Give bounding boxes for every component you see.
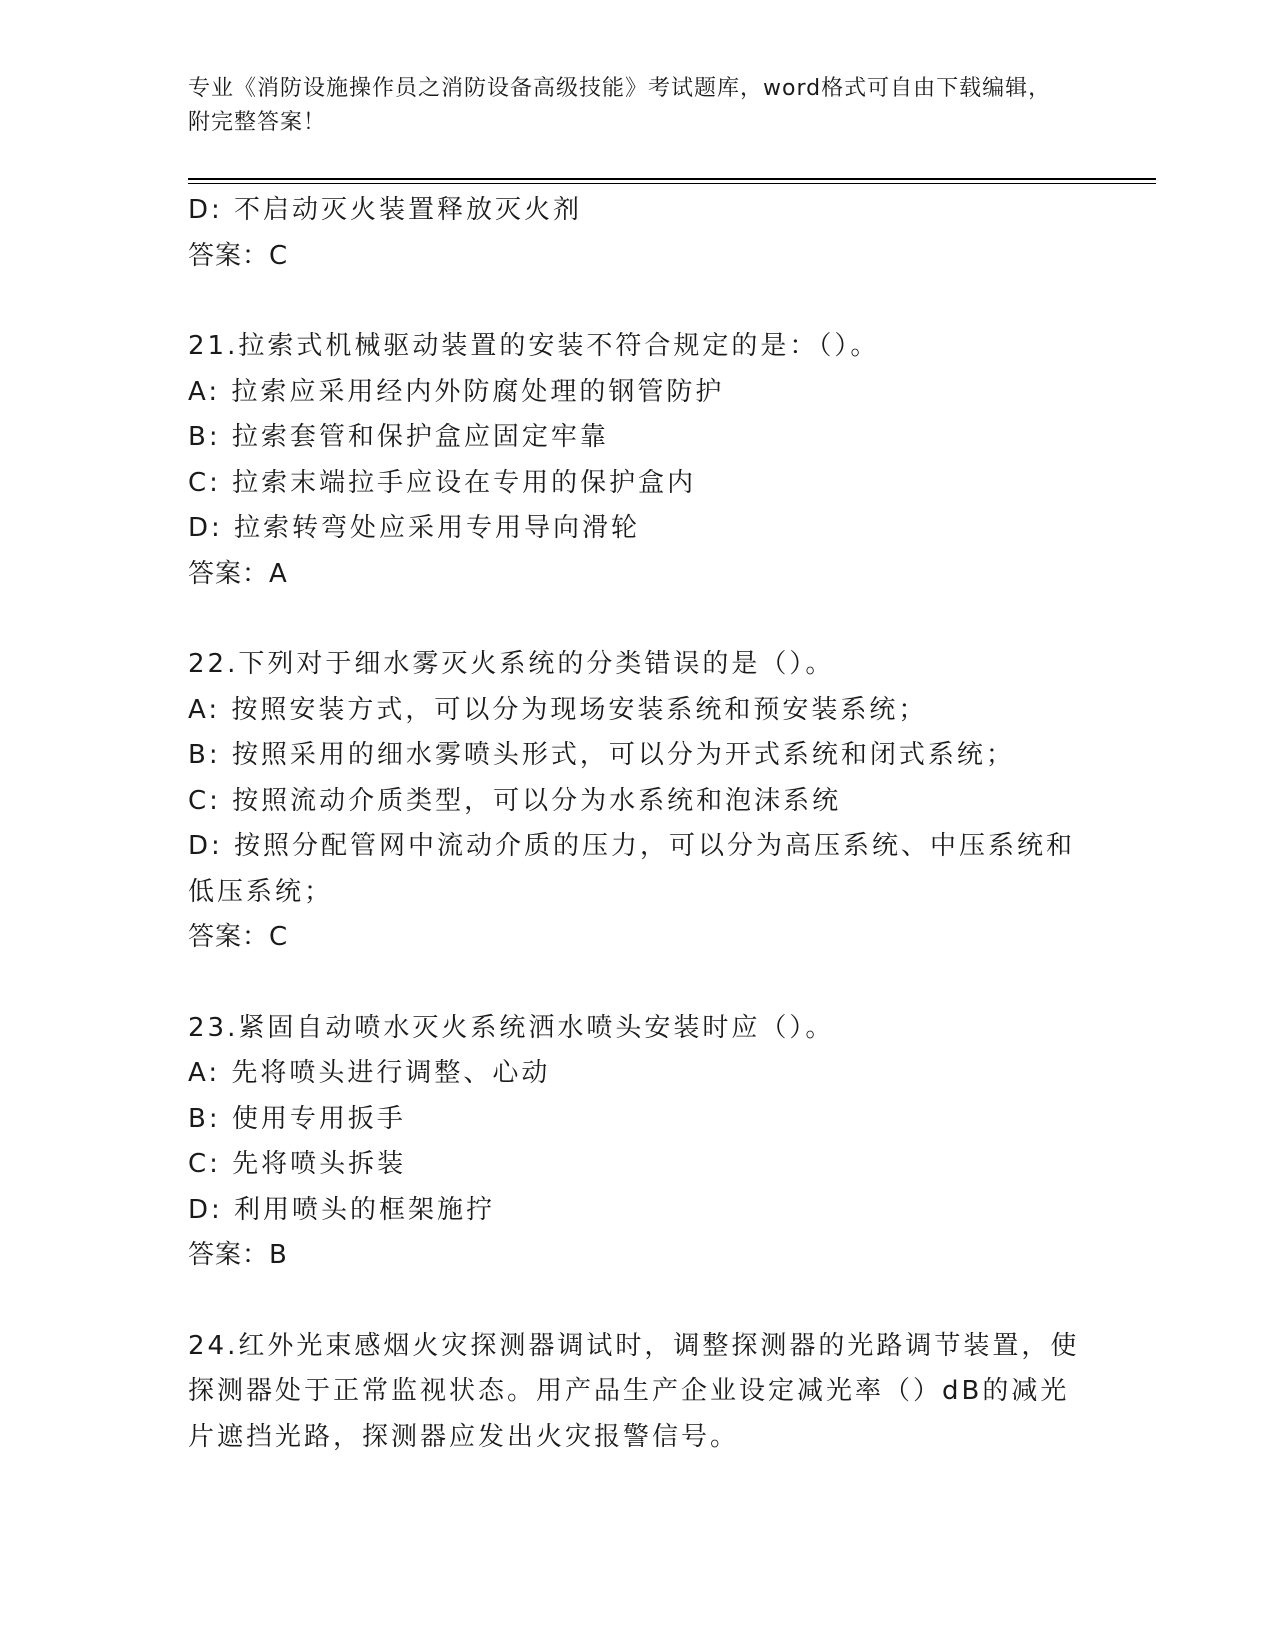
question-21-answer: 答案：A xyxy=(188,558,288,589)
question-24-stem-line-1: 24.红外光束感烟火灾探测器调试时，调整探测器的光路调节装置，使 xyxy=(188,1330,1080,1361)
question-21-option-b: B: 拉索套管和保护盒应固定牢靠 xyxy=(188,422,609,452)
header-rule-thin xyxy=(188,183,1156,184)
question-21-stem: 21.拉索式机械驱动装置的安装不符合规定的是：（）。 xyxy=(188,331,880,361)
question-22-option-c: C: 按照流动介质类型，可以分为水系统和泡沫系统 xyxy=(188,785,842,816)
document-header: 专业《消防设施操作员之消防设备高级技能》考试题库，word格式可自由下载编辑，附完整答案！ xyxy=(188,76,1052,135)
question-21-option-c: C: 拉索末端拉手应设在专用的保护盒内 xyxy=(188,467,697,498)
question-24-stem-line-3: 片遮挡光路，探测器应发出火灾报警信号。 xyxy=(188,1421,740,1452)
question-23-option-c: C: 先将喷头拆装 xyxy=(188,1149,407,1179)
question-22-answer: 答案：C xyxy=(188,922,289,952)
question-23-answer: 答案：B xyxy=(188,1240,288,1270)
question-22-stem: 22.下列对于细水雾灭火系统的分类错误的是（）。 xyxy=(188,649,835,679)
question-23-stem: 23.紧固自动喷水灭火系统洒水喷头安装时应（）。 xyxy=(188,1012,835,1043)
question-21-option-d: D: 拉索转弯处应采用专用导向滑轮 xyxy=(188,513,641,543)
question-24-stem-line-2: 探测器处于正常监视状态。用产品生产企业设定减光率（）dB的减光 xyxy=(188,1376,1070,1406)
prev-answer: 答案：C xyxy=(188,240,289,271)
question-content xyxy=(188,188,1088,1460)
header-rule-thick xyxy=(188,178,1156,180)
question-21-option-a: A: 拉索应采用经内外防腐处理的钢管防护 xyxy=(188,376,725,407)
question-22-option-a: A: 按照安装方式，可以分为现场安装系统和预安装系统； xyxy=(188,694,928,725)
question-22-option-d: D: 按照分配管网中流动介质的压力，可以分为高压系统、中压系统和 xyxy=(188,831,1076,861)
question-23-option-d: D: 利用喷头的框架施拧 xyxy=(188,1194,496,1225)
question-22-option-b: B: 按照采用的细水雾喷头形式，可以分为开式系统和闭式系统； xyxy=(188,740,1015,770)
question-22-option-d-cont: 低压系统； xyxy=(188,876,334,907)
prev-option-d: D: 不启动灭火装置释放灭火剂 xyxy=(188,195,583,225)
question-23-option-b: B: 使用专用扳手 xyxy=(188,1103,406,1134)
question-23-option-a: A: 先将喷头进行调整、心动 xyxy=(188,1058,551,1088)
